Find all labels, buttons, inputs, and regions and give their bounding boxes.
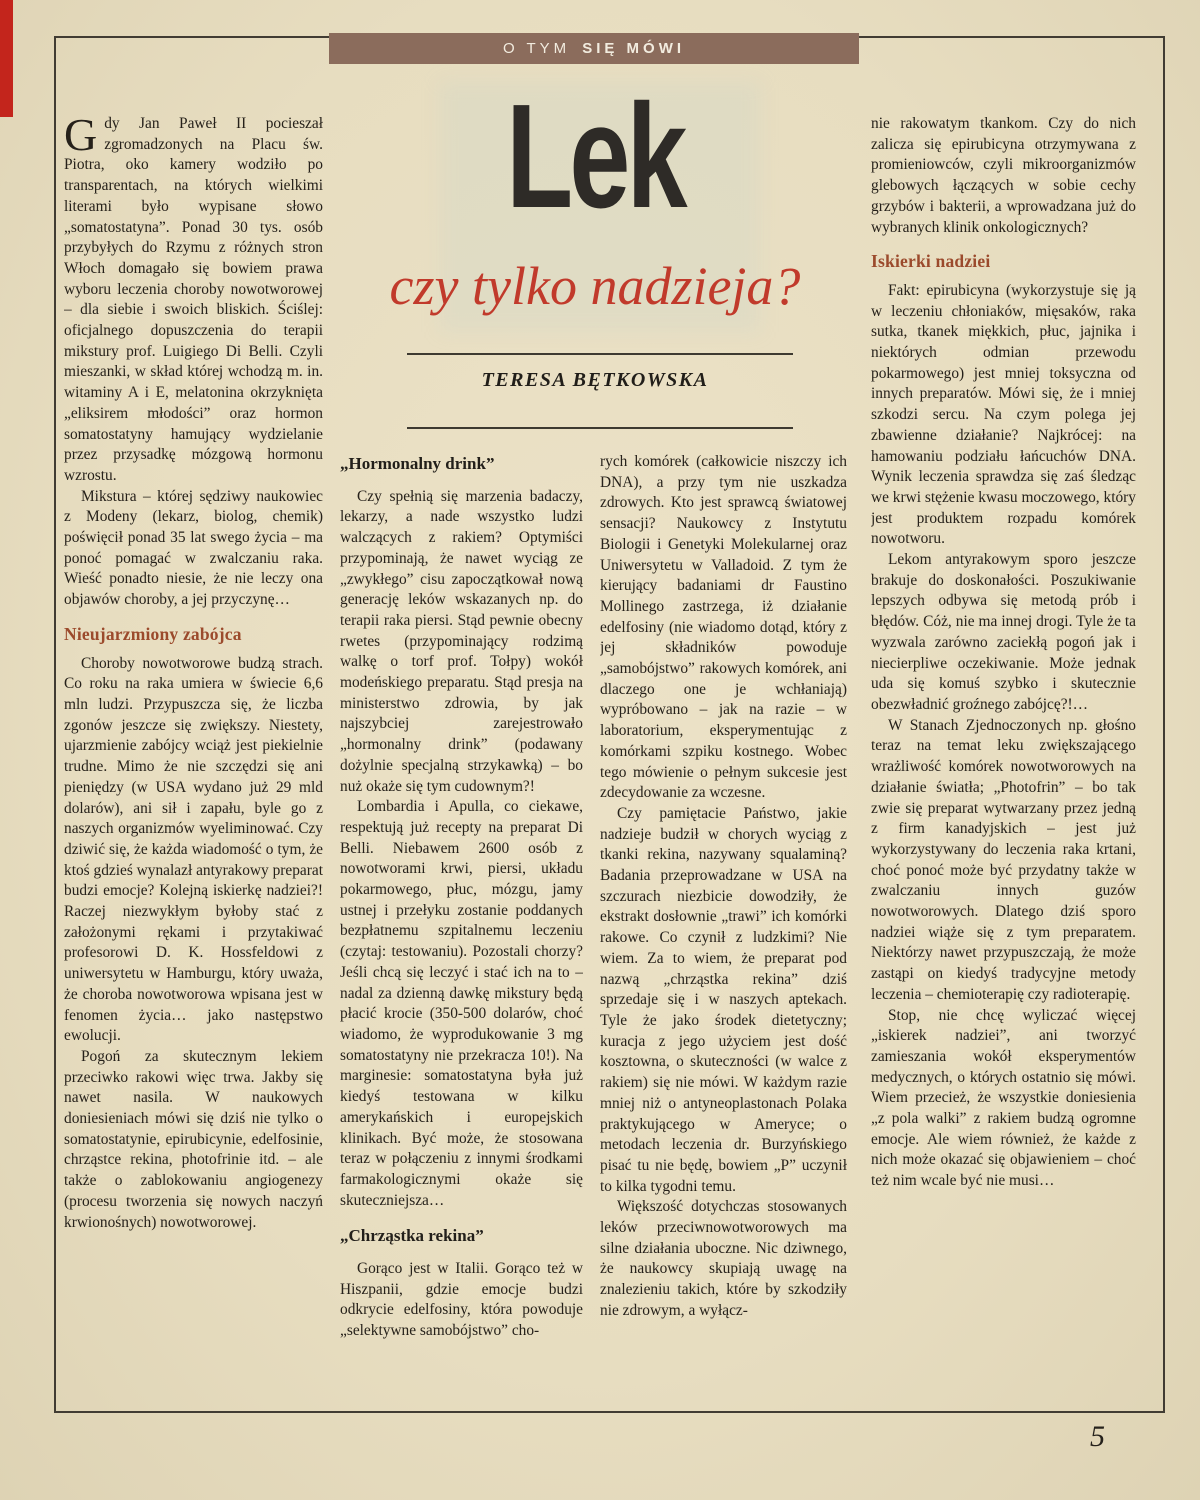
article-subtitle: czy tylko nadzieja? xyxy=(389,256,801,316)
paragraph: Lekom antyrakowym sporo jeszcze brakuje do doskonałości. Poszukiwanie lepszych odbywa się metodą prób i błędów. Cóż, nie ma innej drogi. Tyle że ta wyzwala zarówno zaciekłą pogoń jak i niecierpliwe oczekiwanie. Może jednak uda się komuś szybko i skutecznie obezwładnić groźnego zabójcę?!… xyxy=(871,551,1136,713)
kicker-text-regular: O TYM xyxy=(502,40,571,57)
paragraph: Pogoń za skutecznym lekiem przeciwko rakowi więc trwa. Jakby się nawet nasila. W naukowych doniesieniach mówi się dziś nie tylko o somatostatynie, epirubicynie, edelfosinie, chrząstce rekina, photofrinie itd. – ale także o zablokowaniu angiogenezy (procesu tworzenia się nowych naczyń krwionośnych) nowotworowej. xyxy=(64,1047,323,1231)
column-middle-1 xyxy=(340,452,583,1402)
paragraph: Czy spełnią się marzenia badaczy, lekarzy, a nade wszystko ludzi walczących z rakiem? Optymiści przypominają, że nawet wyciąg ze „zwykłego” cisu zapoczątkował nową generację leków wskazanych np. do terapii raka piersi. Stąd pewnie obecny rwetes (przypominający rodzimą walkę o torf prof. Tołpy) wokół modeńskiego preparatu. Stąd presja na ministerstwo zdrowia, by jak najszybciej zarejestrowało „hormonalny drink” (podawany dożylnie specjalną strzykawką) – bo nuż okaże się tym cudownym?! xyxy=(340,487,583,795)
drop-cap: G xyxy=(64,114,98,160)
byline: TERESA BĘTKOWSKA xyxy=(481,369,709,391)
paragraph: Większość dotychczas stosowanych leków przeciwnowotworowych ma silne działania uboczne. Nic dziwnego, że naukowcy skupiają uwagę na znalezieniu takich, które by szkodziły nie zdrowym, a wyłącz- xyxy=(600,1198,847,1319)
paragraph: Fakt: epirubicyna (wykorzystuje się ją w leczeniu chłoniaków, mięsaków, raka sutka, tkanek miękkich, płuc, jajnika i niektórych odmian przewodu pokarmowego) jest mniej toksyczna od innych preparatów. Mówi się, że i mniej szkodzi sercu. Na czym polega jej zbawienne działanie? Najkrócej: na hamowaniu podziału łańcuchów DNA. Wynik leczenia sprawdza się zaś śledząc we krwi stężenie kwasu moczowego, który jest produktem rozpadu komórek nowotworu. xyxy=(871,281,1136,548)
byline-rule-bottom xyxy=(407,427,793,429)
section-heading: „Hormonalny drink” xyxy=(340,454,495,473)
paragraph: rych komórek (całkowicie niszczy ich DNA), a przy tym nie uszkadza zdrowych. Kto jest sprawcą światowej sensacji? Naukowcy z Instytutu Biologii i Genetyki Molekularnej oraz Uniwersytetu w Valladoid. Z tym że kierujący badaniami dr Faustino Mollinego zastrzega, iż działanie edelfosiny (nie wiadomo dotąd, który z jej składników powoduje „samobójstwo” rakowych komórek, ani dlaczego one je wchłaniają) wypróbowano – jak na razie – w laboratorium, eksperymentując z komórkami szpiku kostnego. Wobec tego mówienie o pełnym sukcesie jest zdecydowanie za wczesne. xyxy=(600,453,847,802)
paragraph: W Stanach Zjednoczonych np. głośno teraz na temat leku zwiększającego wrażliwość komórek nowotworowych na działanie światła; „Photofrin” – bo tak zwie się preparat wytwarzany przez jedną z firm kanadyjskich – jest już wykorzystywany do leczenia raka krtani, choć ponoć może być przydatny także w zwalczaniu innych guzów nowotworowych. Dlatego dziś sporo nadziei wiąże się z tym preparatem. Niektórzy nawet przypuszczają, że może zastąpi on kiedyś tradycyjne metody leczenia – chemioterapię czy radioterapię. xyxy=(871,716,1136,1003)
paragraph: Czy pamiętacie Państwo, jakie nadzieje budził w chorych wyciąg z tkanki rekina, nazywany squalaminą? Badania przeprowadzane w USA na szczurach niezbicie dowodziły, że ekstrakt dosłownie „trawi” ich komórki rakowe. Co czynił z ludzkimi? Nie wiem. Za to wiem, że preparat pod nazwą „chrząstka rekina” dziś sprzedaje się i w naszych aptekach. Tyle że jako środek dietetyczny; kuracja z jego użyciem jest dość kosztowna, o skuteczności (w walce z rakiem) się nie mówi. W każdym razie mniej niż o antyneoplastonach Polaka praktykującego w Ameryce; o metodach leczenia dr. Burzyńskiego pisać tu nie będę, bowiem „P” uczynił to kilka tygodni temu. xyxy=(600,804,847,1195)
paragraph: nie rakowatym tkankom. Czy do nich zalicza się epirubicyna otrzymywana z promieniowców, czyli mikroorganizmów glebowych łączących w sobie cechy grzybów i bakterii, a wprowadzana już do wybranych klinik onkologicznych? xyxy=(871,115,1136,236)
byline-rule-top xyxy=(407,353,793,355)
paragraph: Lombardia i Apulla, co ciekawe, respektują już recepty na preparat Di Belli. Niebawem 2600 osób z nowotworami krwi, piersi, układu pokarmowego, płuc, mózgu, jamy ustnej i przełyku zostanie poddanych bezpłatnemu szpitalnemu leczeniu (czytaj: testowaniu). Pozostali chorzy? Jeśli chcą się leczyć i stać ich na to – nadal za dzienną dawkę mikstury będą płacić krocie (350-500 dolarów, choć wiadomo, że wyprodukowanie 3 mg somatostatyny nie przekracza 10!). Na marginesie: somatostatyna była już kiedyś testowana w kilku amerykańskich i europejskich klinikach. Być może, że stosowana teraz w połączeniu z innymi środkami farmakologicznymi okaże się skuteczniejsza… xyxy=(340,798,583,1209)
paragraph: Choroby nowotworowe budzą strach. Co roku na raka umiera w świecie 6,6 mln ludzi. Przypuszcza się, że liczba zgonów jeszcze się zwiększy. Niestety, ujarzmienie zabójcy wciąż jest piekielnie trudne. Mimo że nie szczędzi się ani pieniędzy (w USA wydano już 29 mld dolarów), ani sił i zapału, byle go z naszych organizmów wyeliminować. Czy dziwić się, że każda wiadomość o tym, że ktoś gdzieś wynalazł antyrakowy preparat budzi emocje? Kolejną iskierkę nadziei?! Raczej niezwykłym byłoby stać z założonymi rękami i przytakiwać profesorowi D. K. Hossfeldowi z uniwersytetu w Hamburgu, który uważa, że choroba nowotworowa wpisana jest w fenomen życia… jako następstwo ewolucji. xyxy=(64,654,323,1045)
paragraph xyxy=(64,114,323,487)
paragraph: Mikstura – której sędziwy naukowiec z Modeny (lekarz, biolog, chemik) poświęcił ponad 35 lat swego życia – ma ponoć pomagać w zwalczaniu raka. Wieść ponadto niesie, że nie leczy ona objawów choroby, a jej przyczynę… xyxy=(64,487,323,609)
article-title-text: Lek xyxy=(506,74,684,239)
column-right xyxy=(871,114,1136,1402)
section-heading: „Chrząstka rekina” xyxy=(340,1226,484,1246)
paragraph-text: dy Jan Paweł II pocieszał zgromadzonych na Placu św. Piotra, oko kamery wodziło po transparentach, na których wielkimi literami było wypisane słowo „somatostatyna”. Ponad 30 tys. osób przybyłych do Rzymu z różnych stron Włoch domagało się bowiem prawa wyboru leczenia choroby nowotworowej – dla siebie i swoich bliskich. Ściślej: oficjalnego dopuszczenia do terapii mikstury prof. Luigiego Di Belli. Czyli mieszanki, w skład której wchodzą m. in. witaminy A i E, melatonina okrzyknięta „eliksirem młodości” oraz hormon somatostatyny hamujący wydzielanie przez przysadkę mózgową hormonu wzrostu. xyxy=(64,115,323,484)
red-edge-mark xyxy=(0,0,13,117)
kicker-text-bold: SIĘ MÓWI xyxy=(582,40,686,57)
column-left xyxy=(64,114,323,1402)
column-middle-2 xyxy=(600,452,847,1402)
paragraph: Stop, nie chcę wyliczać więcej „iskierek nadziei”, ani tworzyć zamieszania wokół eksperymentów medycznych, o których ostatnio się mówi. Wiem przecież, że wszystkie doniesienia „z pola walki” z rakiem budzą ogromne emocje. Ale wiem również, że każde z nich może okazać się objawieniem – choć też nim wcale być nie musi… xyxy=(871,1006,1136,1190)
section-heading: Iskierki nadziei xyxy=(871,251,991,272)
paragraph: Gorąco jest w Italii. Gorąco też w Hiszpanii, gdzie emocje budzi odkrycie edelfosiny, która powoduje „selektywne samobójstwo” cho- xyxy=(340,1260,583,1340)
article-title xyxy=(335,74,855,239)
kicker-bar xyxy=(329,33,859,64)
page-number: 5 xyxy=(1090,1420,1105,1453)
section-heading: Nieujarzmiony zabójca xyxy=(64,623,242,644)
